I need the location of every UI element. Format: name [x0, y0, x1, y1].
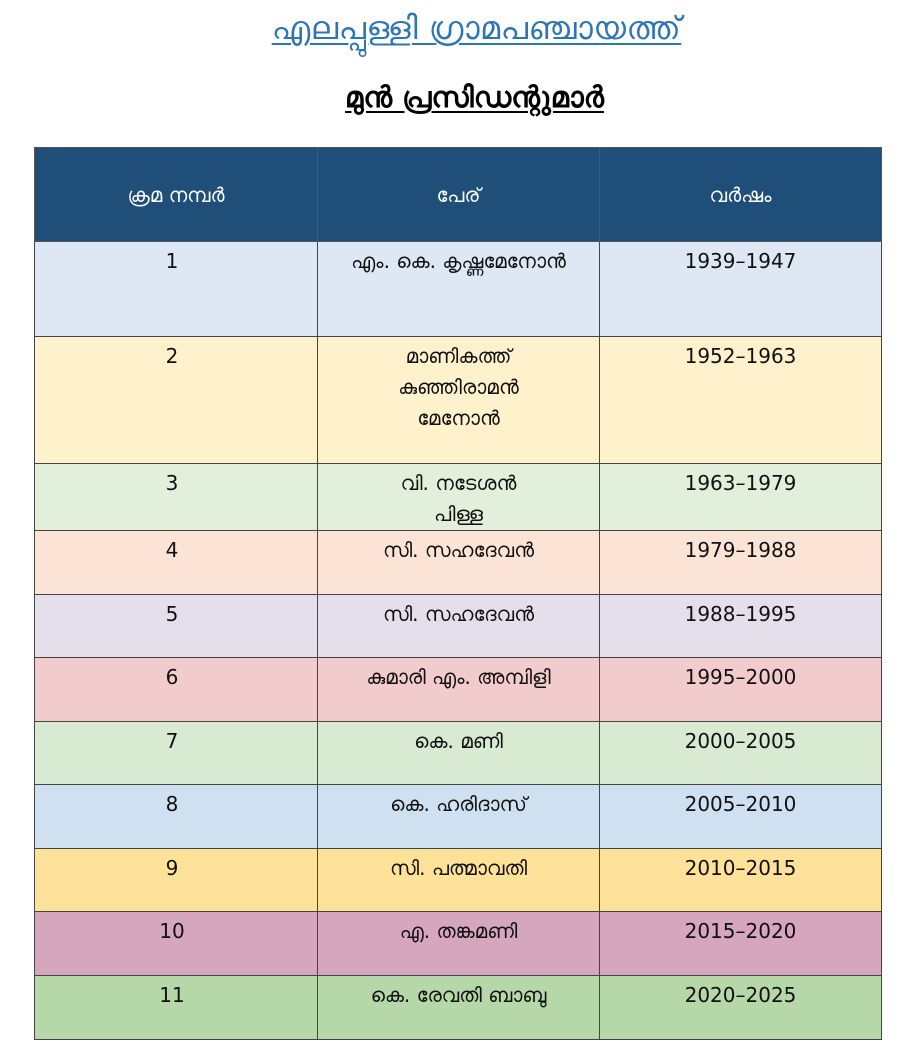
president-name: കുമാരി എം. അമ്പിളി	[366, 665, 551, 689]
president-name: കെ. മണി	[414, 729, 503, 753]
serial-number-cell: 8	[35, 785, 318, 849]
years-cell: 1939–1947	[600, 242, 882, 337]
document-title: എലപ്പുള്ളി ഗ്രാമപഞ്ചായത്ത്	[271, 9, 682, 47]
president-name: എ. തങ്കമണി	[399, 919, 518, 943]
serial-number-cell: 10	[35, 912, 318, 976]
table-row	[35, 976, 882, 1040]
president-name: സി. സഹദേവൻ	[383, 538, 534, 562]
column-header-serial-number: ക്രമ നമ്പർ	[35, 148, 318, 242]
serial-number-cell: 7	[35, 722, 318, 785]
header-row	[35, 148, 882, 242]
serial-number-cell: 9	[35, 849, 318, 912]
years-cell: 1952–1963	[600, 337, 882, 464]
serial-number-cell: 1	[35, 242, 318, 337]
serial-number-cell: 3	[35, 464, 318, 531]
name-cell	[318, 658, 600, 722]
years-cell: 2020–2025	[600, 976, 882, 1040]
presidents-table	[34, 147, 882, 1040]
name-cell	[318, 976, 600, 1040]
years-cell: 1988–1995	[600, 595, 882, 658]
table-header	[35, 148, 882, 242]
serial-number-cell: 4	[35, 531, 318, 595]
table-row	[35, 595, 882, 658]
name-cell	[318, 722, 600, 785]
table-row	[35, 531, 882, 595]
table-body	[35, 242, 882, 1040]
table-row	[35, 337, 882, 464]
years-cell: 2005–2010	[600, 785, 882, 849]
table-row	[35, 464, 882, 531]
president-name: കെ. രേവതി ബാബു	[370, 983, 547, 1007]
name-cell	[318, 849, 600, 912]
column-header-years: വർഷം	[600, 148, 882, 242]
president-name: സി. പത്മാവതി	[389, 856, 528, 880]
years-cell: 2015–2020	[600, 912, 882, 976]
president-name: മാണികത്ത് കുഞ്ഞിരാമൻ മേനോൻ	[398, 344, 519, 430]
serial-number-cell: 6	[35, 658, 318, 722]
serial-number-cell: 2	[35, 337, 318, 464]
years-cell: 1963–1979	[600, 464, 882, 531]
name-cell	[318, 242, 600, 337]
name-cell	[318, 595, 600, 658]
years-cell: 1979–1988	[600, 531, 882, 595]
president-name: എം. കെ. കൃഷ്ണമേനോൻ	[351, 249, 566, 273]
table-row	[35, 658, 882, 722]
name-cell	[318, 531, 600, 595]
table-row	[35, 849, 882, 912]
table-row	[35, 722, 882, 785]
document-subtitle: മുൻ പ്രസിഡന്റുമാർ	[345, 80, 604, 114]
column-header-name: പേര്	[318, 148, 600, 242]
president-name: വി. നടേശൻ പിള്ള	[400, 471, 517, 526]
years-cell: 1995–2000	[600, 658, 882, 722]
years-cell: 2000–2005	[600, 722, 882, 785]
name-cell	[318, 785, 600, 849]
name-cell	[318, 337, 600, 464]
serial-number-cell: 5	[35, 595, 318, 658]
president-name: സി. സഹദേവൻ	[383, 602, 534, 626]
name-cell	[318, 912, 600, 976]
serial-number-cell: 11	[35, 976, 318, 1040]
years-cell: 2010–2015	[600, 849, 882, 912]
table-row	[35, 242, 882, 337]
table-row	[35, 912, 882, 976]
table-row	[35, 785, 882, 849]
name-cell	[318, 464, 600, 531]
president-name: കെ. ഹരിദാസ്	[390, 792, 527, 816]
